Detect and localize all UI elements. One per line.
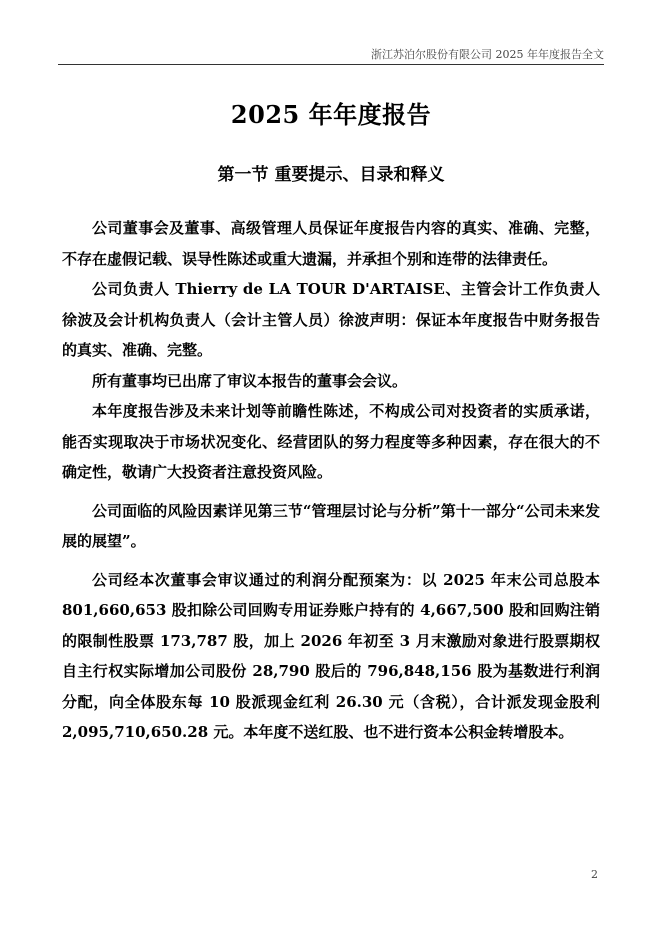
paragraph-directors-attendance: 所有董事均已出席了审议本报告的董事会会议。 xyxy=(92,371,408,390)
document-body xyxy=(62,213,600,748)
header-divider xyxy=(58,64,604,65)
running-header: 浙江苏泊尔股份有限公司 2025 年年度报告全文 xyxy=(371,48,604,61)
page-number: 2 xyxy=(591,868,598,881)
paragraph-board-guarantee: 公司董事会及董事、高级管理人员保证年度报告内容的真实、准确、完整，不存在虚假记载、误导性陈述或重大遗漏，并承担个别和连带的法律责任。 xyxy=(62,219,600,268)
section-title: 第一节 重要提示、目录和释义 xyxy=(217,165,445,185)
paragraph-risk-factors: 公司面临的风险因素详见第三节“管理层讨论与分析”第十一部分“公司未来发展的展望”。 xyxy=(62,501,600,550)
report-title: 2025 年年度报告 xyxy=(230,100,432,129)
paragraph-responsible-persons: 公司负责人 Thierry de LA TOUR D'ARTAISE、主管会计工作负责人徐波及会计机构负责人（会计主管人员）徐波声明：保证本年度报告中财务报告的真实、准确、完整。 xyxy=(62,280,600,359)
paragraph-profit-distribution: 公司经本次董事会审议通过的利润分配预案为：以 2025 年末公司总股本 801,660,653 股扣除公司回购专用证券账户持有的 4,667,500 股和回购注销的限制性股票 173,787 股，加上 2026 年初至 3 月末激励对象进行股票期权自主行权实际增加公司股份 28,790 股后的 796,848,156 股为基数进行利润分配，向全体股东每 10 股派现金红利 26.30 元（含税），合计派发现金股利 2,095,710,650.28 元。本年度不送红股、也不进行资本公积金转增股本。 xyxy=(62,570,600,741)
paragraph-forward-looking: 本年度报告涉及未来计划等前瞻性陈述，不构成公司对投资者的实质承诺，能否实现取决于市场状况变化、经营团队的努力程度等多种因素，存在很大的不确定性，敬请广大投资者注意投资风险。 xyxy=(62,402,600,481)
